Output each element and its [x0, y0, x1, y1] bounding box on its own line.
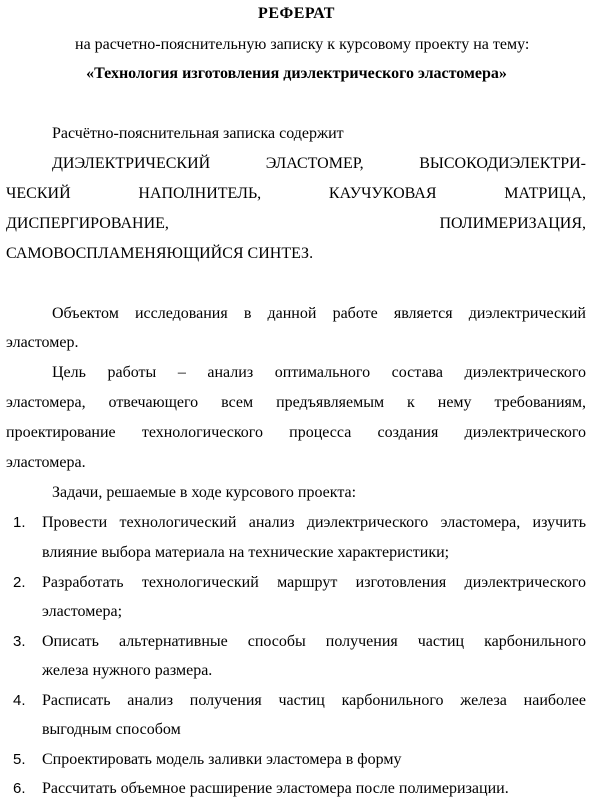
goal-line-1: Цель работы – анализ оптимального состава диэлектрического	[52, 364, 586, 381]
list-number: 1.	[13, 514, 26, 531]
keywords-line-4: САМОВОСПЛАМЕНЯЮЩИЙСЯ СИНТЕЗ.	[6, 245, 314, 262]
keyword: ДИЭЛЕКТРИЧЕСКИЙ	[52, 155, 211, 172]
list-number: 3.	[13, 633, 26, 650]
keywords-line-3	[6, 214, 586, 234]
goal-line-2: эластомера, отвечающего всем предъявляемым к нему требованиям,	[6, 394, 586, 411]
keywords-intro: Расчётно-пояснительная записка содержит	[52, 125, 344, 142]
keyword: ЭЛАСТОМЕР,	[265, 155, 364, 172]
task-2-line-1: Разработать технологический маршрут изготовления диэлектрического	[42, 574, 586, 591]
list-number: 6.	[13, 780, 26, 797]
list-number: 2.	[13, 574, 26, 591]
project-topic: «Технология изготовления диэлектрического эластомера»	[86, 65, 507, 82]
task-5-line-1: Спроектировать модель заливки эластомера в форму	[42, 751, 402, 768]
goal-line-3: проектирование технологического процесса создания диэлектрического	[6, 424, 586, 441]
task-4-line-1: Расписать анализ получения частиц карбонильного железа наиболее	[42, 692, 586, 709]
task-2-line-2: эластомера;	[42, 603, 123, 620]
keyword: ЧЕСКИЙ	[6, 185, 71, 202]
document-title: РЕФЕРАТ	[258, 5, 335, 22]
list-number: 5.	[13, 751, 26, 768]
task-3-line-1: Описать альтернативные способы получения частиц карбонильного	[42, 633, 586, 650]
task-4-line-2: выгодным способом	[42, 721, 181, 738]
keyword: НАПОЛНИТЕЛЬ,	[138, 185, 262, 202]
list-number: 4.	[13, 692, 26, 709]
object-line-2: эластомер.	[6, 334, 79, 351]
keywords-line-1	[52, 154, 586, 174]
task-3-line-2: железа нужного размера.	[42, 662, 213, 679]
goal-line-4: эластомера.	[6, 454, 86, 471]
keyword: МАТРИЦА,	[504, 185, 586, 202]
task-1-line-2: влияние выбора материала на технические характеристики;	[42, 544, 450, 561]
task-1-line-1: Провести технологический анализ диэлектрического эластомера, изучить	[42, 514, 586, 531]
document-subtitle: на расчетно-пояснительную записку к курсовому проекту на тему:	[75, 36, 530, 53]
keyword: ДИСПЕРГИРОВАНИЕ,	[6, 215, 169, 232]
task-6-line-1: Рассчитать объемное расширение эластомера после полимеризации.	[42, 780, 509, 797]
object-line-1: Объектом исследования в данной работе является диэлектрический	[52, 305, 586, 322]
keyword: КАУЧУКОВАЯ	[328, 185, 437, 202]
keywords-line-2	[6, 184, 586, 204]
tasks-intro: Задачи, решаемые в ходе курсового проекта:	[52, 484, 357, 501]
keyword: ПОЛИМЕРИЗАЦИЯ,	[439, 215, 586, 232]
keyword: ВЫСОКОДИЭЛЕКТРИ-	[419, 155, 587, 172]
